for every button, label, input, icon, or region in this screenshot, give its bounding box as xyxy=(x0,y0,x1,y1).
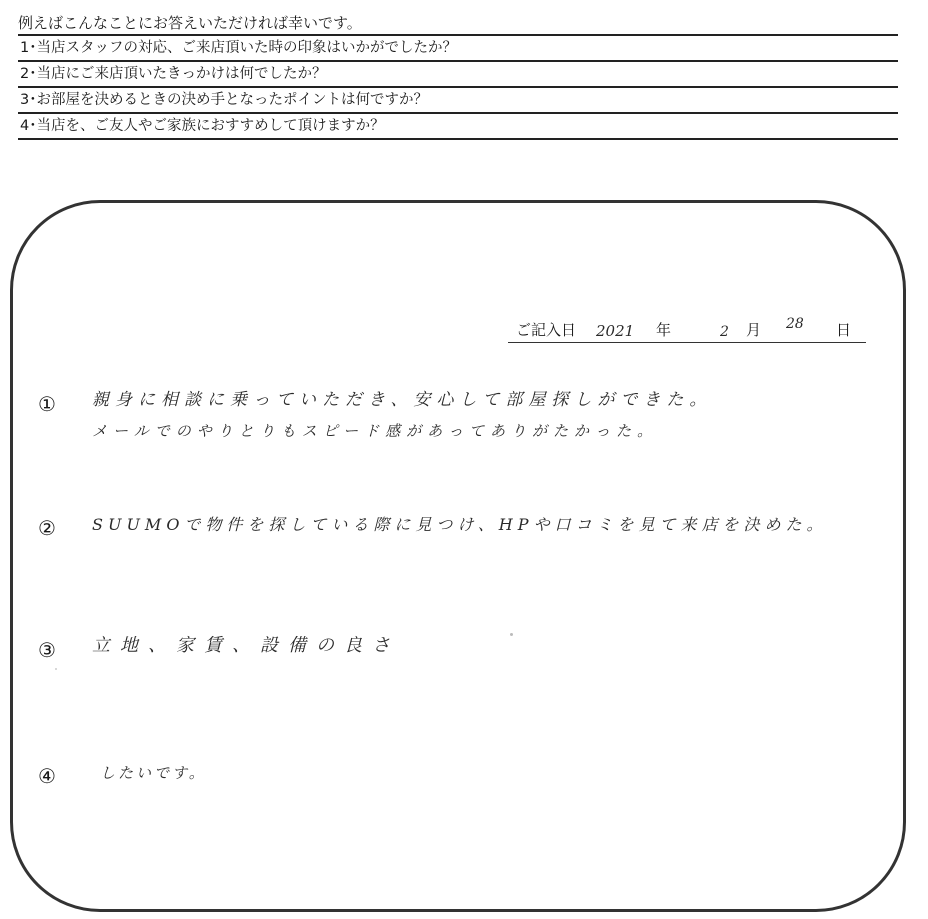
question-1: 1･当店スタッフの対応、ご来店頂いた時の印象はいかがでしたか？ xyxy=(18,36,898,62)
answer-3-line-1: 立地、家賃、設備の良さ xyxy=(92,635,400,656)
answer-1-number: ① xyxy=(38,392,56,416)
stray-mark xyxy=(55,668,57,670)
date-month-unit: 月 xyxy=(746,321,762,339)
question-4: 4･当店を、ご友人やご家族におすすめして頂けますか？ xyxy=(18,114,898,140)
header-title: 例えばこんなことにお答えいただければ幸いです。 xyxy=(18,14,362,32)
question-3: 3･お部屋を決めるときの決め手となったポイントは何ですか？ xyxy=(18,88,898,114)
answer-card xyxy=(10,200,906,912)
date-day: 28 xyxy=(786,316,804,332)
answer-4-line-1: したいです。 xyxy=(100,764,207,782)
date-month: 2 xyxy=(720,324,729,340)
answer-1-line-2: メールでのやりとりもスピード感があってありがたかった。 xyxy=(92,422,658,440)
date-label: ご記入日 xyxy=(516,321,577,339)
date-day-unit: 日 xyxy=(836,321,852,339)
answer-4-number: ④ xyxy=(38,764,56,788)
answer-2-number: ② xyxy=(38,516,56,540)
stray-mark xyxy=(510,633,513,636)
date-year: 2021 xyxy=(596,322,635,340)
date-line xyxy=(508,318,866,343)
answer-1-line-1: 親身に相談に乗っていただき、安心して部屋探しができた。 xyxy=(92,390,713,410)
date-year-unit: 年 xyxy=(656,321,672,339)
answer-2-line-1: SUUMOで物件を探している際に見つけ、HPや口コミを見て来店を決めた。 xyxy=(92,515,828,534)
answer-3-number: ③ xyxy=(38,638,56,662)
header xyxy=(18,12,898,140)
question-2: 2･当店にご来店頂いたきっかけは何でしたか？ xyxy=(18,62,898,88)
